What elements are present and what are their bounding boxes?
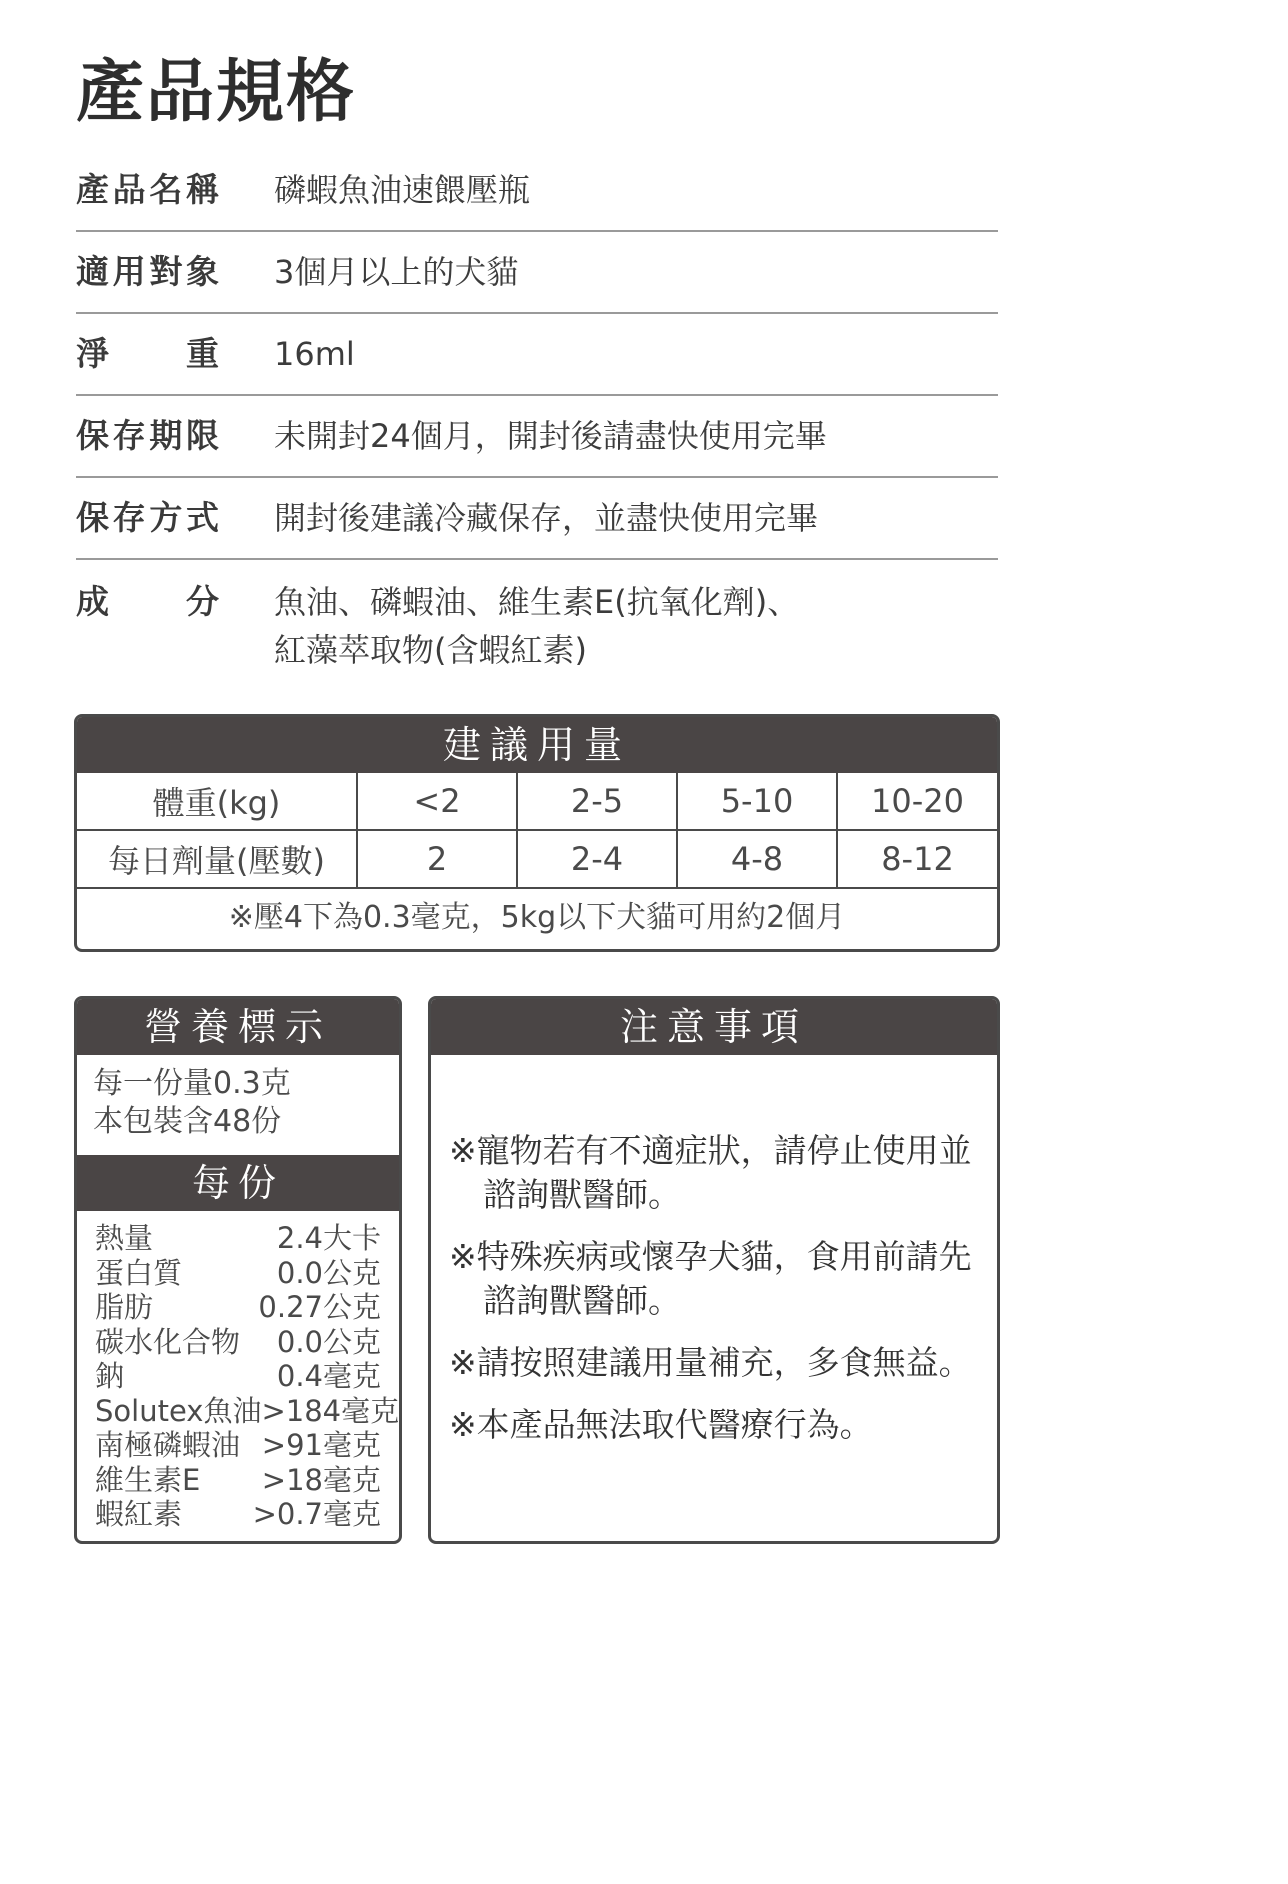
nutrition-name: 碳水化合物 xyxy=(95,1324,241,1359)
dosage-cell: 2-5 xyxy=(517,773,677,830)
dosage-cell: 8-12 xyxy=(837,830,997,888)
spec-row-shelf-life xyxy=(76,396,998,478)
nutrition-name: 鈉 xyxy=(95,1359,125,1393)
nutrition-row xyxy=(95,1497,381,1532)
nutrition-value: >0.7毫克 xyxy=(252,1497,381,1531)
per-serving-header: 每份 xyxy=(77,1155,399,1211)
dosage-cell: 2-4 xyxy=(517,830,677,888)
spec-value-line: 紅藻萃取物(含蝦紅素) xyxy=(274,631,587,669)
nutrition-value: 0.27公克 xyxy=(258,1290,381,1324)
spec-value xyxy=(274,330,355,378)
caution-item: ※請按照建議用量補充，多食無益。 xyxy=(449,1343,972,1382)
nutrition-name: 南極磷蝦油 xyxy=(95,1428,241,1462)
spec-row-storage xyxy=(76,478,998,560)
serving-size: 每一份量0.3克 xyxy=(93,1066,291,1101)
nutrition-value: 0.4毫克 xyxy=(276,1359,381,1393)
dosage-header: 建議用量 xyxy=(77,717,997,773)
spec-value-line: 3個月以上的犬貓 xyxy=(274,253,519,291)
spec-label: 成 分 xyxy=(76,582,219,621)
nutrition-row xyxy=(95,1393,400,1429)
nutrition-value: 0.0公克 xyxy=(276,1324,381,1359)
nutrition-name: Solutex魚油 xyxy=(95,1393,262,1428)
dosage-note: ※壓4下為0.3毫克，5kg以下犬貓可用約2個月 xyxy=(228,900,846,935)
nutrition-row xyxy=(95,1325,381,1360)
dosage-cell: <2 xyxy=(357,773,517,830)
dosage-cell: 體重(kg) xyxy=(77,773,357,830)
nutrition-row xyxy=(95,1221,381,1256)
caution-header: 注意事項 xyxy=(431,999,997,1055)
nutrition-name: 熱量 xyxy=(95,1221,154,1255)
caution-box xyxy=(428,996,1000,1544)
dosage-table xyxy=(77,773,997,889)
dosage-row-amount xyxy=(77,830,997,888)
nutrition-name: 脂肪 xyxy=(95,1290,154,1324)
nutrition-value: >91毫克 xyxy=(261,1428,381,1462)
nutrition-row xyxy=(95,1463,381,1498)
nutrition-header: 營養標示 xyxy=(77,999,399,1055)
spec-label: 適用對象 xyxy=(76,252,219,291)
nutrition-row xyxy=(95,1428,381,1463)
caution-item: ※本產品無法取代醫療行為。 xyxy=(449,1405,873,1444)
dosage-cell: 4-8 xyxy=(677,830,837,888)
spec-value-line: 未開封24個月，開封後請盡快使用完畢 xyxy=(274,417,827,455)
spec-value xyxy=(274,248,518,296)
dosage-cell: 每日劑量(壓數) xyxy=(77,830,357,888)
nutrition-list xyxy=(77,1211,399,1532)
spec-row-target xyxy=(76,232,998,314)
spec-value-line: 魚油、磷蝦油、維生素E(抗氧化劑)、 xyxy=(274,583,800,621)
nutrition-value: 2.4大卡 xyxy=(276,1221,381,1255)
nutrition-row xyxy=(95,1256,381,1291)
spec-label: 產品名稱 xyxy=(76,170,219,209)
serving-info xyxy=(77,1055,399,1155)
spec-value xyxy=(274,578,799,674)
spec-value-line: 16ml xyxy=(274,335,355,373)
nutrition-name: 蝦紅素 xyxy=(95,1497,183,1531)
dosage-cell: 2 xyxy=(357,830,517,888)
nutrition-name: 蛋白質 xyxy=(95,1255,183,1290)
dosage-row-weight xyxy=(77,773,997,830)
nutrition-value: >18毫克 xyxy=(261,1462,381,1497)
dosage-box xyxy=(74,714,1000,952)
dosage-cell: 5-10 xyxy=(677,773,837,830)
nutrition-value: 0.0公克 xyxy=(276,1255,381,1290)
spec-table xyxy=(76,150,998,674)
spec-row-net-weight xyxy=(76,314,998,396)
caution-item: ※寵物若有不適症狀，請停止使用並諮詢獸醫師。 xyxy=(449,1131,972,1214)
spec-value-line: 磷蝦魚油速餵壓瓶 xyxy=(274,171,531,209)
spec-value xyxy=(274,166,530,214)
nutrition-row xyxy=(95,1359,381,1394)
servings-per-pack: 本包裝含48份 xyxy=(93,1104,282,1139)
spec-label: 淨 重 xyxy=(76,334,219,373)
spec-row-product-name xyxy=(76,150,998,232)
caution-item: ※特殊疾病或懷孕犬貓，食用前請先諮詢獸醫師。 xyxy=(449,1237,972,1320)
spec-value xyxy=(274,494,818,542)
dosage-cell: 10-20 xyxy=(837,773,997,830)
page-title: 產品規格 xyxy=(76,53,357,132)
nutrition-name: 維生素E xyxy=(95,1462,201,1497)
spec-label: 保存方式 xyxy=(76,498,219,537)
nutrition-value: >184毫克 xyxy=(261,1393,400,1428)
nutrition-row xyxy=(95,1290,381,1325)
spec-label: 保存期限 xyxy=(76,416,219,455)
spec-value xyxy=(274,412,827,460)
nutrition-box xyxy=(74,996,402,1544)
caution-list xyxy=(431,1055,997,1447)
spec-row-ingredients xyxy=(76,560,998,674)
spec-value-line: 開封後建議冷藏保存，並盡快使用完畢 xyxy=(274,499,819,537)
